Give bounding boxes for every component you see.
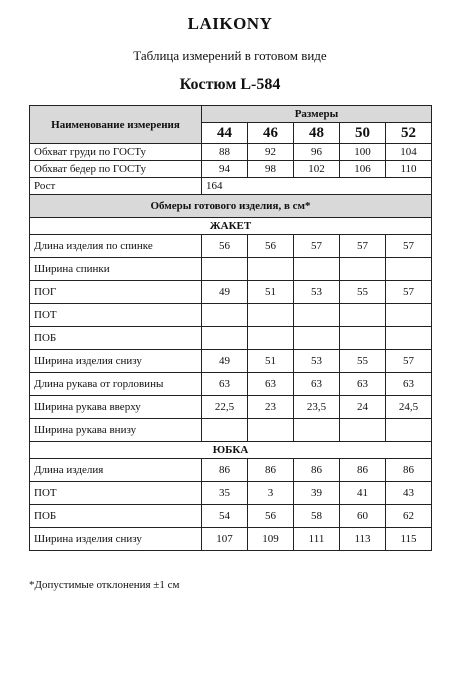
table-row: [30, 350, 432, 373]
table-row: [30, 528, 432, 551]
value-cell: [340, 419, 386, 442]
value-cell: [294, 419, 340, 442]
value-cell: 56: [248, 235, 294, 258]
size-cell: 52: [386, 123, 432, 144]
value-cell: 63: [294, 373, 340, 396]
value-cell: 109: [248, 528, 294, 551]
value-cell: 107: [202, 528, 248, 551]
value-cell: 104: [386, 144, 432, 161]
value-cell: 110: [386, 161, 432, 178]
value-cell: 102: [294, 161, 340, 178]
value-cell: 57: [340, 235, 386, 258]
value-cell: 35: [202, 482, 248, 505]
value-cell: [294, 327, 340, 350]
row-label: Обхват груди по ГОСТу: [30, 144, 202, 161]
value-cell: 88: [202, 144, 248, 161]
value-cell: [340, 304, 386, 327]
value-cell: 51: [248, 350, 294, 373]
value-cell: 86: [202, 459, 248, 482]
table-row: [30, 396, 432, 419]
table-row: [30, 373, 432, 396]
value-cell: 63: [248, 373, 294, 396]
height-value: 164: [202, 178, 432, 195]
tolerance-note: *Допустимые отклонения ±1 см: [29, 579, 180, 591]
size-cell: 50: [340, 123, 386, 144]
value-cell: 106: [340, 161, 386, 178]
value-cell: [202, 304, 248, 327]
value-cell: [386, 258, 432, 281]
jacket-section-row: [30, 218, 432, 235]
value-cell: [248, 304, 294, 327]
row-label: Ширина рукава вверху: [30, 396, 202, 419]
size-cell: 44: [202, 123, 248, 144]
value-cell: 41: [340, 482, 386, 505]
row-label: ПОТ: [30, 482, 202, 505]
table-row: [30, 144, 432, 161]
table-header-row: [30, 106, 432, 123]
row-label: Длина изделия: [30, 459, 202, 482]
value-cell: 94: [202, 161, 248, 178]
height-row: [30, 178, 432, 195]
value-cell: [248, 258, 294, 281]
table-row: [30, 258, 432, 281]
value-cell: [340, 258, 386, 281]
value-cell: [248, 419, 294, 442]
table-row: [30, 281, 432, 304]
value-cell: 98: [248, 161, 294, 178]
value-cell: 111: [294, 528, 340, 551]
value-cell: [386, 327, 432, 350]
row-label: Длина рукава от горловины: [30, 373, 202, 396]
value-cell: 49: [202, 350, 248, 373]
skirt-section-row: [30, 442, 432, 459]
garment-header-row: [30, 195, 432, 218]
value-cell: 113: [340, 528, 386, 551]
value-cell: 58: [294, 505, 340, 528]
value-cell: [248, 327, 294, 350]
brand-title: LAIKONY: [187, 14, 273, 33]
row-label: Ширина рукава внизу: [30, 419, 202, 442]
value-cell: 49: [202, 281, 248, 304]
measurement-table: [29, 105, 432, 551]
value-cell: 23,5: [294, 396, 340, 419]
value-cell: 96: [294, 144, 340, 161]
jacket-section-title: ЖАКЕТ: [30, 218, 432, 235]
row-label: ПОТ: [30, 304, 202, 327]
measurement-name-header: Наименование измерения: [30, 106, 202, 144]
table-row: [30, 161, 432, 178]
value-cell: 53: [294, 281, 340, 304]
value-cell: 86: [248, 459, 294, 482]
table-row: [30, 235, 432, 258]
value-cell: 55: [340, 281, 386, 304]
value-cell: [294, 258, 340, 281]
row-label: Рост: [30, 178, 202, 195]
value-cell: [340, 327, 386, 350]
value-cell: [202, 419, 248, 442]
row-label: Ширина спинки: [30, 258, 202, 281]
value-cell: [386, 419, 432, 442]
value-cell: 24,5: [386, 396, 432, 419]
value-cell: [294, 304, 340, 327]
value-cell: [202, 327, 248, 350]
value-cell: 54: [202, 505, 248, 528]
value-cell: 86: [340, 459, 386, 482]
row-label: ПОБ: [30, 327, 202, 350]
value-cell: 115: [386, 528, 432, 551]
value-cell: 23: [248, 396, 294, 419]
table-row: [30, 505, 432, 528]
value-cell: 57: [386, 235, 432, 258]
skirt-section-title: ЮБКА: [30, 442, 432, 459]
value-cell: 86: [294, 459, 340, 482]
row-label: Обхват бедер по ГОСТу: [30, 161, 202, 178]
value-cell: 57: [386, 281, 432, 304]
value-cell: 63: [202, 373, 248, 396]
value-cell: 51: [248, 281, 294, 304]
table-row: [30, 304, 432, 327]
table-row: [30, 482, 432, 505]
value-cell: 62: [386, 505, 432, 528]
value-cell: 24: [340, 396, 386, 419]
value-cell: 92: [248, 144, 294, 161]
value-cell: 22,5: [202, 396, 248, 419]
value-cell: [386, 304, 432, 327]
row-label: Ширина изделия снизу: [30, 528, 202, 551]
row-label: ПОГ: [30, 281, 202, 304]
value-cell: 60: [340, 505, 386, 528]
value-cell: 53: [294, 350, 340, 373]
product-title: Костюм L-584: [179, 76, 281, 93]
value-cell: 86: [386, 459, 432, 482]
value-cell: 56: [202, 235, 248, 258]
value-cell: 63: [340, 373, 386, 396]
size-cell: 48: [294, 123, 340, 144]
value-cell: 100: [340, 144, 386, 161]
size-cell: 46: [248, 123, 294, 144]
row-label: Ширина изделия снизу: [30, 350, 202, 373]
row-label: Длина изделия по спинке: [30, 235, 202, 258]
value-cell: 55: [340, 350, 386, 373]
row-label: ПОБ: [30, 505, 202, 528]
table-row: [30, 419, 432, 442]
value-cell: 39: [294, 482, 340, 505]
table-row: [30, 327, 432, 350]
garment-header: Обмеры готового изделия, в см*: [30, 195, 432, 218]
sizes-header: Размеры: [202, 106, 432, 123]
value-cell: 57: [386, 350, 432, 373]
value-cell: 57: [294, 235, 340, 258]
value-cell: 56: [248, 505, 294, 528]
table-row: [30, 459, 432, 482]
measurement-table-body: [30, 106, 432, 551]
value-cell: 43: [386, 482, 432, 505]
value-cell: [202, 258, 248, 281]
value-cell: 63: [386, 373, 432, 396]
value-cell: 3: [248, 482, 294, 505]
page-subtitle: Таблица измерений в готовом виде: [133, 48, 327, 63]
